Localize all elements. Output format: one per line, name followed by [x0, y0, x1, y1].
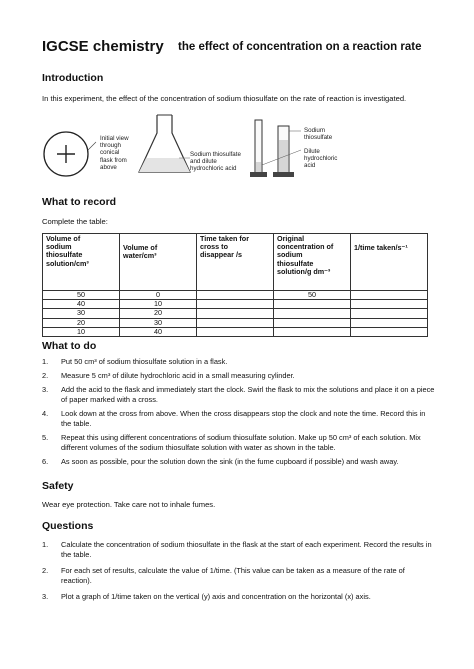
list-item: [42, 385, 437, 405]
measuring-cylinder-acid-icon: [250, 120, 301, 177]
record-heading: What to record: [42, 196, 117, 208]
table-cell: [197, 309, 274, 318]
header-line: 1/time taken/s⁻¹: [354, 243, 408, 252]
safety-heading: Safety: [42, 480, 74, 492]
col-thiosulfate-volume: [43, 234, 120, 291]
col-water-volume: [120, 234, 197, 291]
table-cell: [197, 318, 274, 327]
table-cell: [197, 291, 274, 300]
table-cell: [197, 300, 274, 309]
procedure-list: [42, 357, 437, 467]
question-text: Calculate the concentration of sodium thiosulfate in the flask at the start of each experiment. Record the results in the table.: [61, 540, 432, 559]
header-line: cross to: [200, 242, 228, 252]
table-cell: [351, 318, 428, 327]
header-line: Volume of: [123, 243, 158, 252]
label-line: Sodium thiosulfate: [190, 151, 241, 158]
table-cell: 10: [120, 300, 197, 309]
step-number: 2.: [42, 371, 49, 380]
header-line: Time taken for: [200, 234, 249, 243]
header-line: solution/cm³: [46, 258, 89, 268]
step-text: Look down at the cross from above. When the cross disappears stop the clock and note the time. Record this in the table.: [61, 409, 426, 428]
table-row: [43, 309, 428, 318]
table-cell: [351, 327, 428, 336]
table-row: [43, 327, 428, 336]
questions-heading: Questions: [42, 520, 94, 532]
table-cell: 40: [120, 327, 197, 336]
step-text: Add the acid to the flask and immediately start the clock. Swirl the flask to mix the solutions and place it on a piece of paper marked with a cross.: [61, 385, 435, 404]
table-cell: [197, 327, 274, 336]
label-line: flask from: [100, 156, 127, 164]
label-line: conical: [100, 149, 120, 157]
label-line: through: [100, 142, 121, 150]
label-line: and dilute: [190, 158, 217, 166]
intro-text: In this experiment, the effect of the concentration of sodium thiosulfate on the rate of reaction is investigated.: [42, 94, 407, 103]
header-line: disappear /s: [200, 250, 242, 260]
title-subtitle: the effect of concentration on a reaction rate: [178, 41, 422, 53]
table-cell: 30: [43, 309, 120, 318]
question-text: For each set of results, calculate the value of 1/time. (This value can be taken as a measure of the rate of reaction).: [61, 566, 405, 585]
table-row: [43, 300, 428, 309]
table-cell: [351, 291, 428, 300]
step-text: As soon as possible, pour the solution down the sink (in the fume cupboard if possible) and wash away.: [61, 457, 399, 466]
table-cell: 10: [43, 327, 120, 336]
step-text: Measure 5 cm³ of dilute hydrochloric acid in a small measuring cylinder.: [61, 371, 295, 380]
list-item: [42, 433, 437, 453]
table-cell: [274, 300, 351, 309]
label-line: thiosulfate: [304, 134, 333, 142]
table-cell: [351, 300, 428, 309]
question-number: 3.: [42, 592, 49, 601]
safety-text: Wear eye protection. Take care not to inhale fumes.: [42, 500, 216, 509]
conical-flask-icon: [139, 115, 190, 172]
table-cell: 50: [274, 291, 351, 300]
table-header-row: [43, 234, 428, 291]
label-flask-contents: [190, 151, 241, 173]
label-dilute-acid: [304, 148, 337, 170]
step-number: 3.: [42, 385, 49, 394]
header-line: thiosulfate: [46, 250, 83, 260]
header-line: concentration of: [277, 242, 334, 252]
table-row: [43, 291, 428, 300]
question-number: 2.: [42, 566, 49, 575]
label-line: Initial view: [100, 135, 129, 142]
header-line: Original: [277, 234, 305, 243]
header-line: sodium: [46, 242, 72, 252]
step-text: Repeat this using different concentrations of sodium thiosulfate solution. Make up 50 cm³ of each solution. Mix different volumes of the sodium thiosulfate solution with water as shown in the table.: [61, 433, 421, 452]
header-line: sodium: [277, 250, 303, 260]
table-cell: [274, 327, 351, 336]
col-concentration: [274, 234, 351, 291]
table-cell: 20: [43, 318, 120, 327]
list-item: [42, 457, 437, 467]
table-row: [43, 318, 428, 327]
label-sodium-thiosulfate: [304, 127, 332, 141]
label-line: above: [100, 163, 117, 171]
label-line: Sodium: [304, 127, 325, 134]
questions-list: [42, 540, 437, 602]
header-line: solution/g dm⁻³: [277, 266, 331, 276]
todo-heading: What to do: [42, 340, 97, 352]
label-line: hydrochloric: [304, 155, 338, 163]
table-cell: [274, 318, 351, 327]
header-line: Volume of: [46, 234, 81, 243]
header-line: water/cm³: [123, 251, 157, 261]
label-initial-view: [100, 135, 129, 171]
col-reciprocal-time: [351, 234, 428, 291]
question-number: 1.: [42, 540, 49, 549]
step-number: 1.: [42, 357, 49, 366]
list-item: [42, 566, 437, 586]
list-item: [42, 371, 437, 381]
results-table: [42, 233, 428, 337]
label-line: hydrochloric acid: [190, 165, 237, 173]
list-item: [42, 540, 437, 560]
table-cell: 50: [43, 291, 120, 300]
title-main: IGCSE chemistry: [42, 38, 164, 55]
step-number: 5.: [42, 433, 49, 442]
table-cell: 20: [120, 309, 197, 318]
table-cell: 30: [120, 318, 197, 327]
header-line: thiosulfate: [277, 258, 314, 268]
step-number: 6.: [42, 457, 49, 466]
list-item: [42, 357, 437, 367]
table-cell: [274, 309, 351, 318]
cross-view-icon: [44, 132, 96, 176]
step-text: Put 50 cm³ of sodium thiosulfate solution in a flask.: [61, 357, 228, 366]
list-item: [42, 409, 437, 429]
question-text: Plot a graph of 1/time taken on the vertical (y) axis and concentration on the horizontal (x) axis.: [61, 592, 371, 601]
label-line: acid: [304, 162, 316, 170]
step-number: 4.: [42, 409, 49, 418]
table-cell: 0: [120, 291, 197, 300]
label-line: Dilute: [304, 148, 320, 155]
table-cell: [351, 309, 428, 318]
record-instruction: Complete the table:: [42, 217, 108, 226]
intro-heading: Introduction: [42, 72, 104, 84]
table-cell: 40: [43, 300, 120, 309]
list-item: [42, 592, 437, 602]
col-time-taken: [197, 234, 274, 291]
